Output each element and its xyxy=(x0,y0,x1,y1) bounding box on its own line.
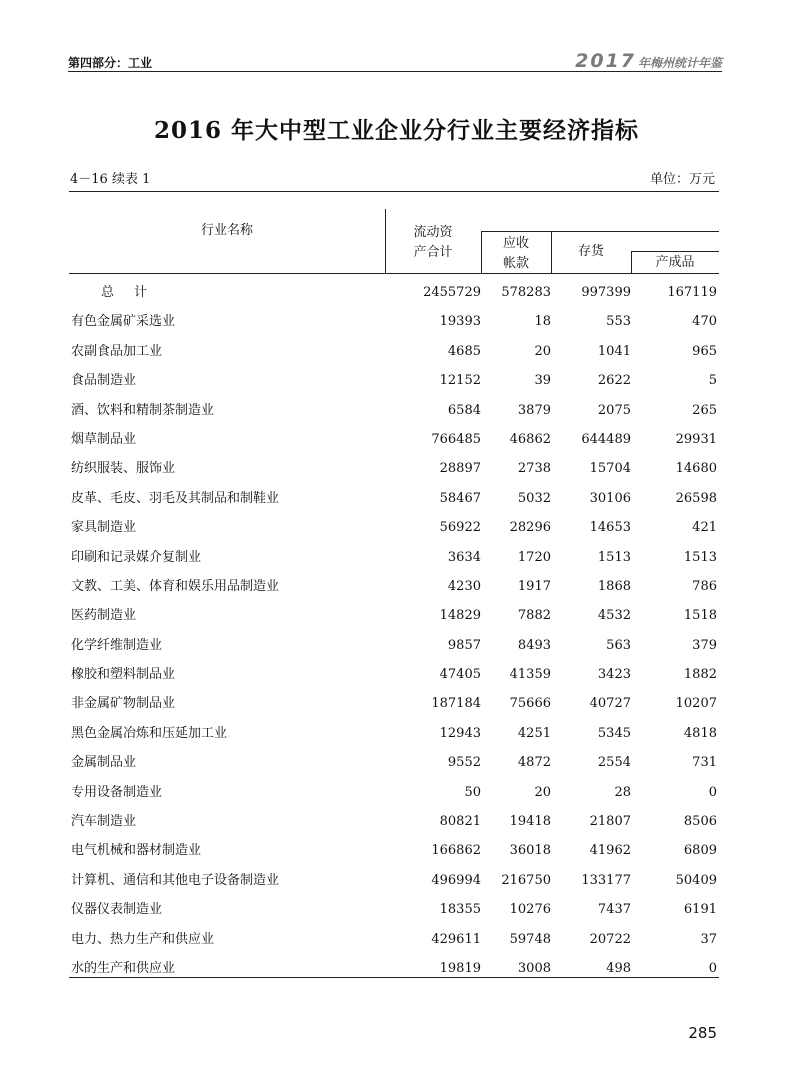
table-row xyxy=(69,425,719,454)
receivables-cell: 8493 xyxy=(517,637,551,653)
finished-goods-cell: 4818 xyxy=(683,725,717,741)
current-assets-cell: 3634 xyxy=(447,549,481,565)
inventory-cell: 644489 xyxy=(581,431,631,447)
inventory-cell: 21807 xyxy=(589,814,631,830)
inventory-cell: 2622 xyxy=(597,373,631,389)
current-assets-cell: 12152 xyxy=(439,373,481,389)
finished-goods-cell: 8506 xyxy=(683,814,717,830)
receivables-cell: 46862 xyxy=(509,431,551,447)
receivables-cell: 216750 xyxy=(501,872,551,888)
receivables-cell: 4872 xyxy=(517,755,551,771)
current-assets-cell: 2455729 xyxy=(423,285,481,300)
receivables-cell: 41359 xyxy=(509,667,551,683)
table-row xyxy=(69,954,719,983)
industry-name-cell: 计算机、通信和其他电子设备制造业 xyxy=(71,872,280,888)
receivables-cell: 36018 xyxy=(509,843,551,859)
industry-name-cell: 农副食品加工业 xyxy=(71,343,163,359)
finished-goods-cell: 50409 xyxy=(675,872,717,888)
current-assets-cell: 58467 xyxy=(439,490,481,506)
finished-goods-cell: 421 xyxy=(692,520,717,536)
current-assets-cell: 14829 xyxy=(439,608,481,624)
receivables-cell: 20 xyxy=(534,343,551,359)
finished-goods-cell: 0 xyxy=(708,784,717,800)
col-header-receivables xyxy=(481,234,551,274)
table-row xyxy=(69,601,719,630)
table-top-rule xyxy=(69,191,719,192)
table-row xyxy=(69,543,719,572)
table-row xyxy=(69,513,719,542)
current-assets-cell: 80821 xyxy=(439,814,481,830)
receivables-cell: 3879 xyxy=(517,402,551,418)
col-header-current-assets-line1: 流动资 xyxy=(413,225,453,240)
receivables-cell: 10276 xyxy=(509,902,551,918)
inventory-cell: 553 xyxy=(606,314,631,330)
receivables-cell: 5032 xyxy=(517,490,551,506)
industry-name-cell: 食品制造业 xyxy=(71,373,137,389)
industry-name-cell: 电气机械和器材制造业 xyxy=(71,843,202,859)
table-row xyxy=(69,631,719,660)
industry-name-cell: 有色金属矿采选业 xyxy=(71,314,176,330)
table-row xyxy=(69,925,719,954)
current-assets-cell: 187184 xyxy=(431,696,481,712)
current-assets-cell: 56922 xyxy=(439,520,481,536)
current-assets-cell: 9552 xyxy=(447,755,481,771)
table-row xyxy=(69,807,719,836)
industry-name-cell: 总计 xyxy=(101,285,168,300)
table-row xyxy=(69,572,719,601)
table-row xyxy=(69,366,719,395)
inventory-cell: 20722 xyxy=(589,931,631,947)
current-assets-cell: 429611 xyxy=(431,931,481,947)
receivables-cell: 1917 xyxy=(517,578,551,594)
col-header-finished-goods: 产成品 xyxy=(655,255,695,270)
yearbook-year: 2017 xyxy=(575,50,636,72)
finished-goods-cell: 37 xyxy=(700,931,717,947)
receivables-cell: 1720 xyxy=(517,549,551,565)
table-row xyxy=(69,895,719,924)
table-row xyxy=(69,396,719,425)
industry-name-cell: 黑色金属冶炼和压延加工业 xyxy=(71,725,228,741)
industry-name-cell: 非金属矿物制品业 xyxy=(71,696,176,712)
industry-name-cell: 水的生产和供应业 xyxy=(71,960,176,976)
industry-name-cell: 电力、热力生产和供应业 xyxy=(71,931,215,947)
col-header-receivables-line2: 帐款 xyxy=(502,256,529,271)
receivables-cell: 18 xyxy=(534,314,551,330)
receivables-cell: 578283 xyxy=(501,285,551,300)
table-row xyxy=(69,866,719,895)
industry-name-cell: 化学纤维制造业 xyxy=(71,637,163,653)
table-body xyxy=(69,278,719,983)
current-assets-cell: 9857 xyxy=(447,637,481,653)
inventory-cell: 28 xyxy=(614,784,631,800)
inventory-cell: 4532 xyxy=(597,608,631,624)
receivables-cell: 20 xyxy=(534,784,551,800)
header-bottom-rule xyxy=(69,273,719,274)
table-row xyxy=(69,660,719,689)
industry-name-cell: 烟草制品业 xyxy=(71,431,137,447)
industry-name-cell: 仪器仪表制造业 xyxy=(71,902,163,918)
receivables-cell: 3008 xyxy=(517,960,551,976)
current-assets-cell: 166862 xyxy=(431,843,481,859)
header-rule-mid xyxy=(481,231,719,232)
receivables-cell: 19418 xyxy=(509,814,551,830)
finished-goods-cell: 6191 xyxy=(683,902,717,918)
col-header-current-assets-line2: 产合计 xyxy=(413,245,453,260)
table-row xyxy=(69,307,719,336)
current-assets-cell: 12943 xyxy=(439,725,481,741)
table-row xyxy=(69,689,719,718)
inventory-cell: 30106 xyxy=(589,490,631,506)
finished-goods-cell: 26598 xyxy=(675,490,717,506)
current-assets-cell: 50 xyxy=(464,784,481,800)
current-assets-cell: 496994 xyxy=(431,872,481,888)
inventory-cell: 41962 xyxy=(589,843,631,859)
industry-name-cell: 纺织服装、服饰业 xyxy=(71,461,176,477)
receivables-cell: 75666 xyxy=(509,696,551,712)
current-assets-cell: 47405 xyxy=(439,667,481,683)
industry-name-cell: 医药制造业 xyxy=(71,608,137,624)
current-assets-cell: 4230 xyxy=(447,578,481,594)
inventory-cell: 14653 xyxy=(589,520,631,536)
receivables-cell: 2738 xyxy=(517,461,551,477)
table-row xyxy=(69,748,719,777)
inventory-cell: 133177 xyxy=(581,872,631,888)
finished-goods-cell: 6809 xyxy=(683,843,717,859)
table-number: 4－16 续表 1 xyxy=(70,172,151,187)
industry-name-cell: 橡胶和塑料制品业 xyxy=(71,667,176,683)
receivables-cell: 28296 xyxy=(509,520,551,536)
table-row xyxy=(69,836,719,865)
inventory-cell: 15704 xyxy=(589,461,631,477)
receivables-cell: 39 xyxy=(534,373,551,389)
table-row xyxy=(69,484,719,513)
col-header-industry: 行业名称 xyxy=(200,223,253,238)
industry-name-cell: 文教、工美、体育和娱乐用品制造业 xyxy=(71,578,280,594)
receivables-cell: 4251 xyxy=(517,725,551,741)
finished-goods-cell: 167119 xyxy=(667,285,717,300)
header-rule-sub xyxy=(631,251,719,252)
inventory-cell: 7437 xyxy=(597,902,631,918)
section-label: 第四部分：工业 xyxy=(68,56,153,70)
col-header-current-assets xyxy=(385,223,481,263)
inventory-cell: 1513 xyxy=(597,549,631,565)
finished-goods-cell: 1882 xyxy=(683,667,717,683)
industry-name-cell: 印刷和记录媒介复制业 xyxy=(71,549,202,565)
industry-name-cell: 专用设备制造业 xyxy=(71,784,163,800)
finished-goods-cell: 1513 xyxy=(683,549,717,565)
inventory-cell: 997399 xyxy=(581,285,631,300)
finished-goods-cell: 470 xyxy=(692,314,717,330)
current-assets-cell: 28897 xyxy=(439,461,481,477)
running-head xyxy=(68,50,722,72)
current-assets-cell: 4685 xyxy=(447,343,481,359)
table-bottom-rule xyxy=(69,977,719,978)
current-assets-cell: 6584 xyxy=(447,402,481,418)
finished-goods-cell: 29931 xyxy=(675,431,717,447)
receivables-cell: 59748 xyxy=(509,931,551,947)
finished-goods-cell: 265 xyxy=(692,402,717,418)
page-title: 2016 年大中型工业企业分行业主要经济指标 xyxy=(153,117,640,144)
inventory-cell: 2554 xyxy=(597,755,631,771)
inventory-cell: 498 xyxy=(606,960,631,976)
yearbook-name: 年梅州统计年鉴 xyxy=(637,56,722,70)
industry-name-cell: 家具制造业 xyxy=(71,520,137,536)
table-row xyxy=(69,454,719,483)
finished-goods-cell: 14680 xyxy=(675,461,717,477)
finished-goods-cell: 965 xyxy=(692,343,717,359)
inventory-cell: 40727 xyxy=(589,696,631,712)
current-assets-cell: 19393 xyxy=(439,314,481,330)
inventory-cell: 1041 xyxy=(597,343,631,359)
industry-name-cell: 金属制品业 xyxy=(71,755,137,771)
page-number: 285 xyxy=(688,1024,717,1042)
col-header-receivables-line1: 应收 xyxy=(502,236,529,251)
yearbook-label xyxy=(575,50,722,72)
industry-name-cell: 皮革、毛皮、羽毛及其制品和制鞋业 xyxy=(71,490,280,506)
col-header-inventory: 存货 xyxy=(577,244,604,259)
unit-label: 单位：万元 xyxy=(649,172,715,187)
inventory-cell: 3423 xyxy=(597,667,631,683)
inventory-cell: 1868 xyxy=(597,578,631,594)
table-row xyxy=(69,778,719,807)
finished-goods-cell: 10207 xyxy=(675,696,717,712)
table-row xyxy=(69,337,719,366)
receivables-cell: 7882 xyxy=(517,608,551,624)
table-row xyxy=(69,719,719,748)
current-assets-cell: 18355 xyxy=(439,902,481,918)
finished-goods-cell: 786 xyxy=(692,578,717,594)
finished-goods-cell: 0 xyxy=(708,960,717,976)
header-rule xyxy=(68,71,722,72)
inventory-cell: 2075 xyxy=(597,402,631,418)
finished-goods-cell: 5 xyxy=(708,373,717,389)
industry-name-cell: 酒、饮料和精制茶制造业 xyxy=(71,402,215,418)
current-assets-cell: 766485 xyxy=(431,431,481,447)
finished-goods-cell: 1518 xyxy=(683,608,717,624)
inventory-cell: 563 xyxy=(606,637,631,653)
finished-goods-cell: 379 xyxy=(692,637,717,653)
finished-goods-cell: 731 xyxy=(692,755,717,771)
table-row-total xyxy=(69,278,719,307)
industry-name-cell: 汽车制造业 xyxy=(71,814,137,830)
current-assets-cell: 19819 xyxy=(439,960,481,976)
inventory-cell: 5345 xyxy=(597,725,631,741)
